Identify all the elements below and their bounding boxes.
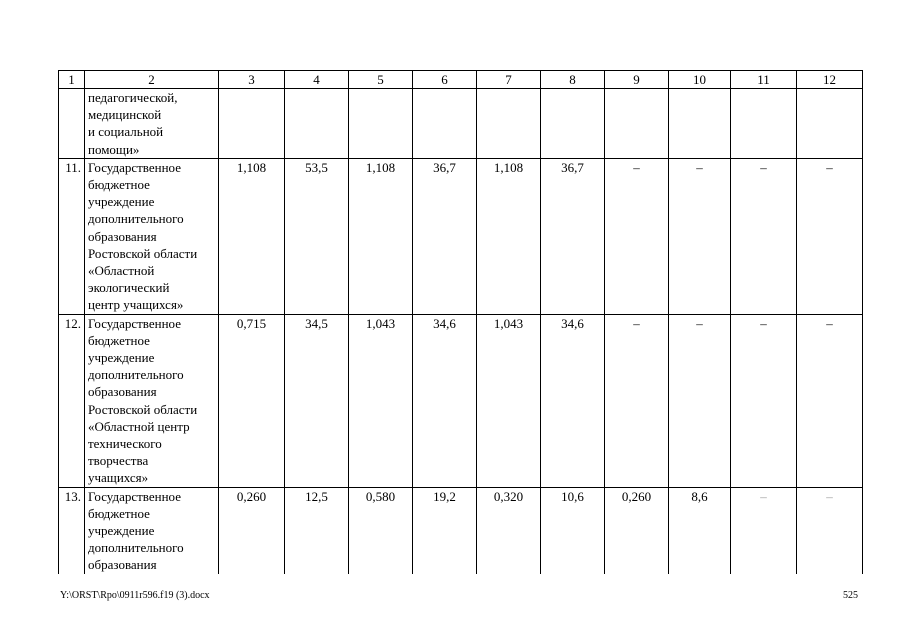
table-cell: 36,7 [413,158,477,314]
table-cell: 36,7 [541,158,605,314]
table-cell [731,89,797,159]
header-cell: 9 [605,71,669,89]
header-cell: 7 [477,71,541,89]
table-cell: – [669,158,731,314]
table-cell: 8,6 [669,487,731,574]
table-cell: 34,5 [285,314,349,487]
table-cell: 34,6 [413,314,477,487]
table-cell: 34,6 [541,314,605,487]
table-cell: 1,108 [349,158,413,314]
table-cell: – [797,158,863,314]
header-cell: 3 [219,71,285,89]
institution-name: Государственное бюджетное учреждение дополнительного образования [85,487,219,574]
header-cell: 11 [731,71,797,89]
table-row [59,314,863,487]
table-cell [285,89,349,159]
table-cell: 0,320 [477,487,541,574]
institution-name: Государственное бюджетное учреждение дополнительного образования Ростовской области «Областной центр технического творчества учащихся» [85,314,219,487]
table-cell [413,89,477,159]
row-number: 11. [59,158,85,314]
table-cell: 1,043 [349,314,413,487]
table-cell: – [669,314,731,487]
row-number: 13. [59,487,85,574]
data-table-container [58,70,862,574]
header-cell: 6 [413,71,477,89]
table-cell: 0,715 [219,314,285,487]
header-cell: 1 [59,71,85,89]
table-cell: – [797,314,863,487]
table-cell: 10,6 [541,487,605,574]
table-cell: – [731,487,797,574]
table-cell: – [731,314,797,487]
table-cell [541,89,605,159]
header-cell: 5 [349,71,413,89]
row-number: 12. [59,314,85,487]
table-cell [219,89,285,159]
footer-file-path: Y:\ORST\Rpo\0911r596.f19 (3).docx [60,590,210,601]
table-cell: 1,108 [477,158,541,314]
table-cell [669,89,731,159]
institution-name: педагогической, медицинской и социальной помощи» [85,89,219,159]
table-cell: 12,5 [285,487,349,574]
table-cell: 0,260 [219,487,285,574]
table-cell: 1,108 [219,158,285,314]
header-cell: 8 [541,71,605,89]
table-cell: 0,260 [605,487,669,574]
table-row [59,158,863,314]
header-cell: 12 [797,71,863,89]
table-cell: – [797,487,863,574]
row-number [59,89,85,159]
data-table [58,70,863,574]
table-cell: 53,5 [285,158,349,314]
header-cell: 2 [85,71,219,89]
table-cell [605,89,669,159]
table-cell: – [731,158,797,314]
header-row [59,71,863,89]
table-row [59,487,863,574]
table-cell: 0,580 [349,487,413,574]
table-cell [349,89,413,159]
table-cell [477,89,541,159]
institution-name: Государственное бюджетное учреждение дополнительного образования Ростовской области «Областной экологический центр учащихся» [85,158,219,314]
table-row [59,89,863,159]
table-cell: 1,043 [477,314,541,487]
page-number: 525 [843,590,858,601]
table-cell: – [605,314,669,487]
table-cell: – [605,158,669,314]
table-cell: 19,2 [413,487,477,574]
table-cell [797,89,863,159]
header-cell: 4 [285,71,349,89]
header-cell: 10 [669,71,731,89]
